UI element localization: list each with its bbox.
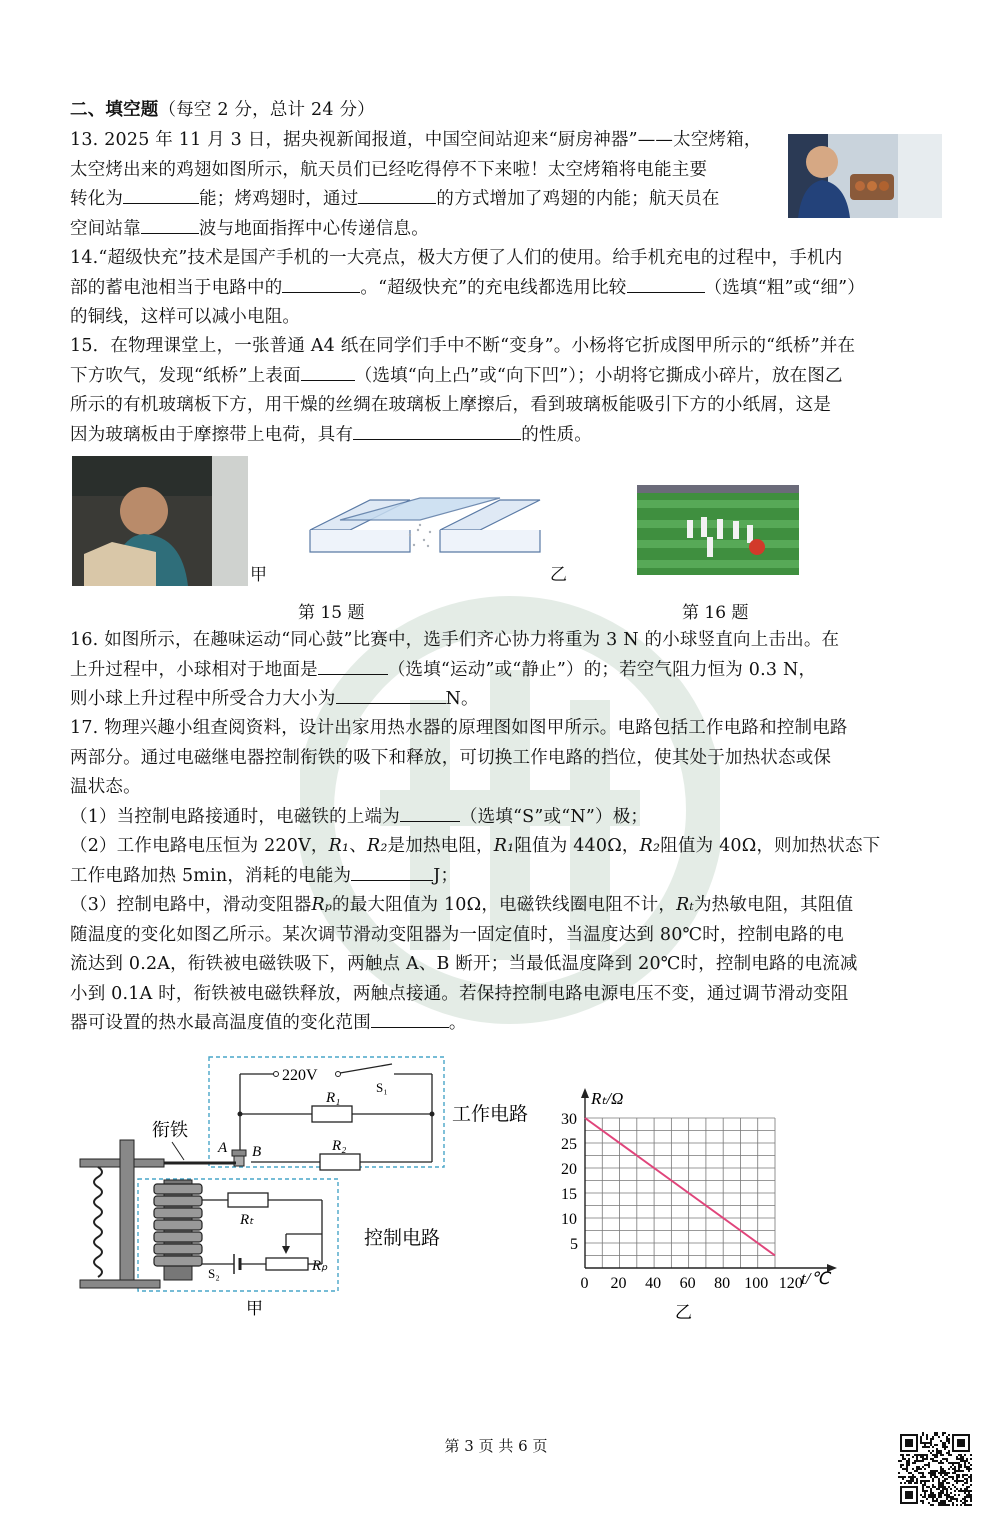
answer-blank[interactable] [371,1009,449,1028]
y-axis-arrow [581,1088,589,1098]
q13-line1: 13. 2025 年 11 月 3 日，据央视新闻报道，中国空间站迎来“厨房神器”——太空烤箱， [70,130,762,150]
switch-s1-label: S₁ [376,1080,388,1095]
answer-blank[interactable] [336,685,446,704]
q15-line1: 15．在物理课堂上，一张普通 A4 纸在同学们手中不断“变身”。小杨将它折成图甲所示的“纸桥”并在 [70,336,856,356]
circuit-diagram [76,1052,546,1324]
x-tick-label: 120 [778,1275,803,1292]
astronaut-photo [788,134,942,218]
y-tick-label: 25 [561,1136,577,1153]
x-tick-label: 80 [714,1275,731,1292]
q17-part3-l2: 随温度的变化如图乙所示。某次调节滑动变阻器为一固定值时，当温度达到 80℃时，控制电路的电 [70,924,844,945]
page-footer: 第 3 页 共 6 页 [444,1437,548,1455]
switch-s2-label: S₂ [208,1266,220,1281]
resistor-r2 [320,1154,360,1170]
question-13 [70,126,780,244]
contact-b-label: B [252,1144,262,1160]
answer-blank[interactable] [400,803,460,822]
control-circuit-label: 控制电路 [364,1228,441,1249]
glass-plate-diagram [300,490,548,572]
rheostat-rp [266,1258,308,1270]
q13-line3: 转化为 能；烤鸡翅时，通过 的方式增加了鸡翅的内能；航天员在 [70,185,780,215]
q15-line2: 下方吹气，发现“纸桥”上表面 （选填“向上凸”或“向下凹”）；小胡将它撕成小碎片，放在图乙 [70,362,930,392]
r1-label: R₁ [326,1090,341,1106]
y-axis-label: Rₜ/Ω [591,1089,624,1108]
contact-a-label: A [218,1140,228,1156]
q17-part3-l4: 小到 0.1A 时，衔铁被电磁铁释放，两触点接通。若保持控制电路电源电压不变，通过调节滑动变阻 [70,983,849,1004]
answer-blank[interactable] [358,185,436,204]
thermistor-rt [228,1193,268,1207]
answer-blank[interactable] [353,421,521,440]
y-tick-label: 5 [570,1236,578,1253]
q13-line2: 太空烤出来的鸡翅如图所示，航天员们已经吃得停不下来啦！太空烤箱将电能主要 [70,159,708,180]
y-tick-label: 20 [561,1161,577,1178]
q15-line3: 所示的有机玻璃板下方，用干燥的丝绸在玻璃板上摩擦后，看到玻璃板能吸引下方的小纸屑，这是 [70,395,832,415]
q17-line2: 两部分。通过电磁继电器控制衔铁的吸下和释放，可切换工作电路的挡位，使其处于加热状态或保 [70,747,832,768]
q15-line4: 因为玻璃板由于摩擦带上电荷，具有 的性质。 [70,421,930,451]
q17-line1: 17. 物理兴趣小组查阅资料，设计出家用热水器的原理图如图甲所示。电路包括工作电路和控制电路 [70,718,848,738]
r2-label: R₂ [332,1138,347,1154]
x-tick-label: 60 [679,1275,696,1292]
answer-blank[interactable] [123,185,199,204]
question-17 [70,714,930,1039]
paper-bridge-photo [72,456,248,586]
q17-part3-l5: 器可设置的热水最高温度值的变化范围 。 [70,1009,930,1039]
rt-series-line [585,1118,775,1256]
armature-label: 衔铁 [152,1120,188,1140]
rt-label: Rₜ [240,1212,254,1228]
section-title: 二、填空题 [70,100,159,120]
question-15 [70,332,930,450]
q16-line3: 则小球上升过程中所受合力大小为 N。 [70,685,930,715]
answer-blank[interactable] [318,656,388,675]
qr-code-icon[interactable] [898,1432,972,1506]
q14-line2: 部的蓄电池相当于电路中的 。“超级快充”的充电线都选用比较 （选填“粗”或“细”） [70,274,930,304]
fig-jia-caption: 甲 [246,1299,263,1318]
q14-line1: 14.“超级快充”技术是国产手机的一大亮点，极大方便了人们的使用。给手机充电的过程中，手机内 [70,248,843,268]
x-tick-label: 0 [580,1275,589,1292]
q17-part2-cont: 工作电路加热 5min，消耗的电能为 J； [70,862,930,892]
fig-yi-label: 乙 [550,565,567,585]
voltage-label: 220V [282,1067,318,1084]
q16-line1: 16. 如图所示，在趣味运动“同心鼓”比赛中，选手们齐心协力将重为 3 N 的小球竖直向上击出。在 [70,630,840,650]
q17-line3: 温状态。 [70,777,141,797]
y-tick-label: 10 [561,1211,577,1228]
rt-temperature-chart [555,1086,845,1322]
y-tick-label: 30 [561,1111,577,1128]
question-16 [70,626,930,715]
x-tick-label: 20 [610,1275,627,1292]
rp-label: Rₚ [312,1258,328,1274]
work-circuit-label: 工作电路 [452,1104,529,1125]
answer-blank[interactable] [351,862,433,881]
x-tick-label: 100 [744,1275,769,1292]
q16-line2: 上升过程中，小球相对于地面是 （选填“运动”或“静止”）的；若空气阻力恒为 0.3 N， [70,656,930,686]
q13-line4: 空间站靠 波与地面指挥中心传递信息。 [70,215,780,245]
q14-line3: 的铜线，这样可以减小电阻。 [70,307,301,327]
question-14 [70,244,930,333]
drum-game-photo [637,485,799,575]
q17-part1: （1）当控制电路接通时，电磁铁的上端为 （选填“S”或“N”）极； [70,803,930,833]
q17-part2: （2）工作电路电压恒为 220V，R₁、R₂是加热电阻，R₁阻值为 440Ω，R₂阻值为 40Ω，则加热状态下 [70,836,881,856]
caption-15: 第 15 题 [298,603,365,623]
section-heading [70,96,930,126]
answer-blank[interactable] [301,362,355,381]
caption-16: 第 16 题 [682,603,749,623]
answer-blank[interactable] [141,215,199,234]
q17-part3: （3）控制电路中，滑动变阻器Rₚ的最大阻值为 10Ω，电磁铁线圈电阻不计，Rₜ为热敏电阻，其阻值 [70,895,854,915]
q17-part3-l3: 流达到 0.2A，衔铁被电磁铁吸下，两触点 A、B 断开；当最低温度降到 20℃时，控制电路的电流减 [70,954,858,974]
resistor-r1 [312,1106,352,1122]
answer-blank[interactable] [282,274,360,293]
section-note: （每空 2 分，总计 24 分） [158,100,375,120]
x-axis-label: t/℃ [801,1269,830,1288]
y-tick-label: 15 [561,1186,577,1203]
chart-caption: 乙 [675,1303,692,1322]
answer-blank[interactable] [627,274,705,293]
fig-jia-label: 甲 [250,565,267,585]
x-tick-label: 40 [645,1275,662,1292]
